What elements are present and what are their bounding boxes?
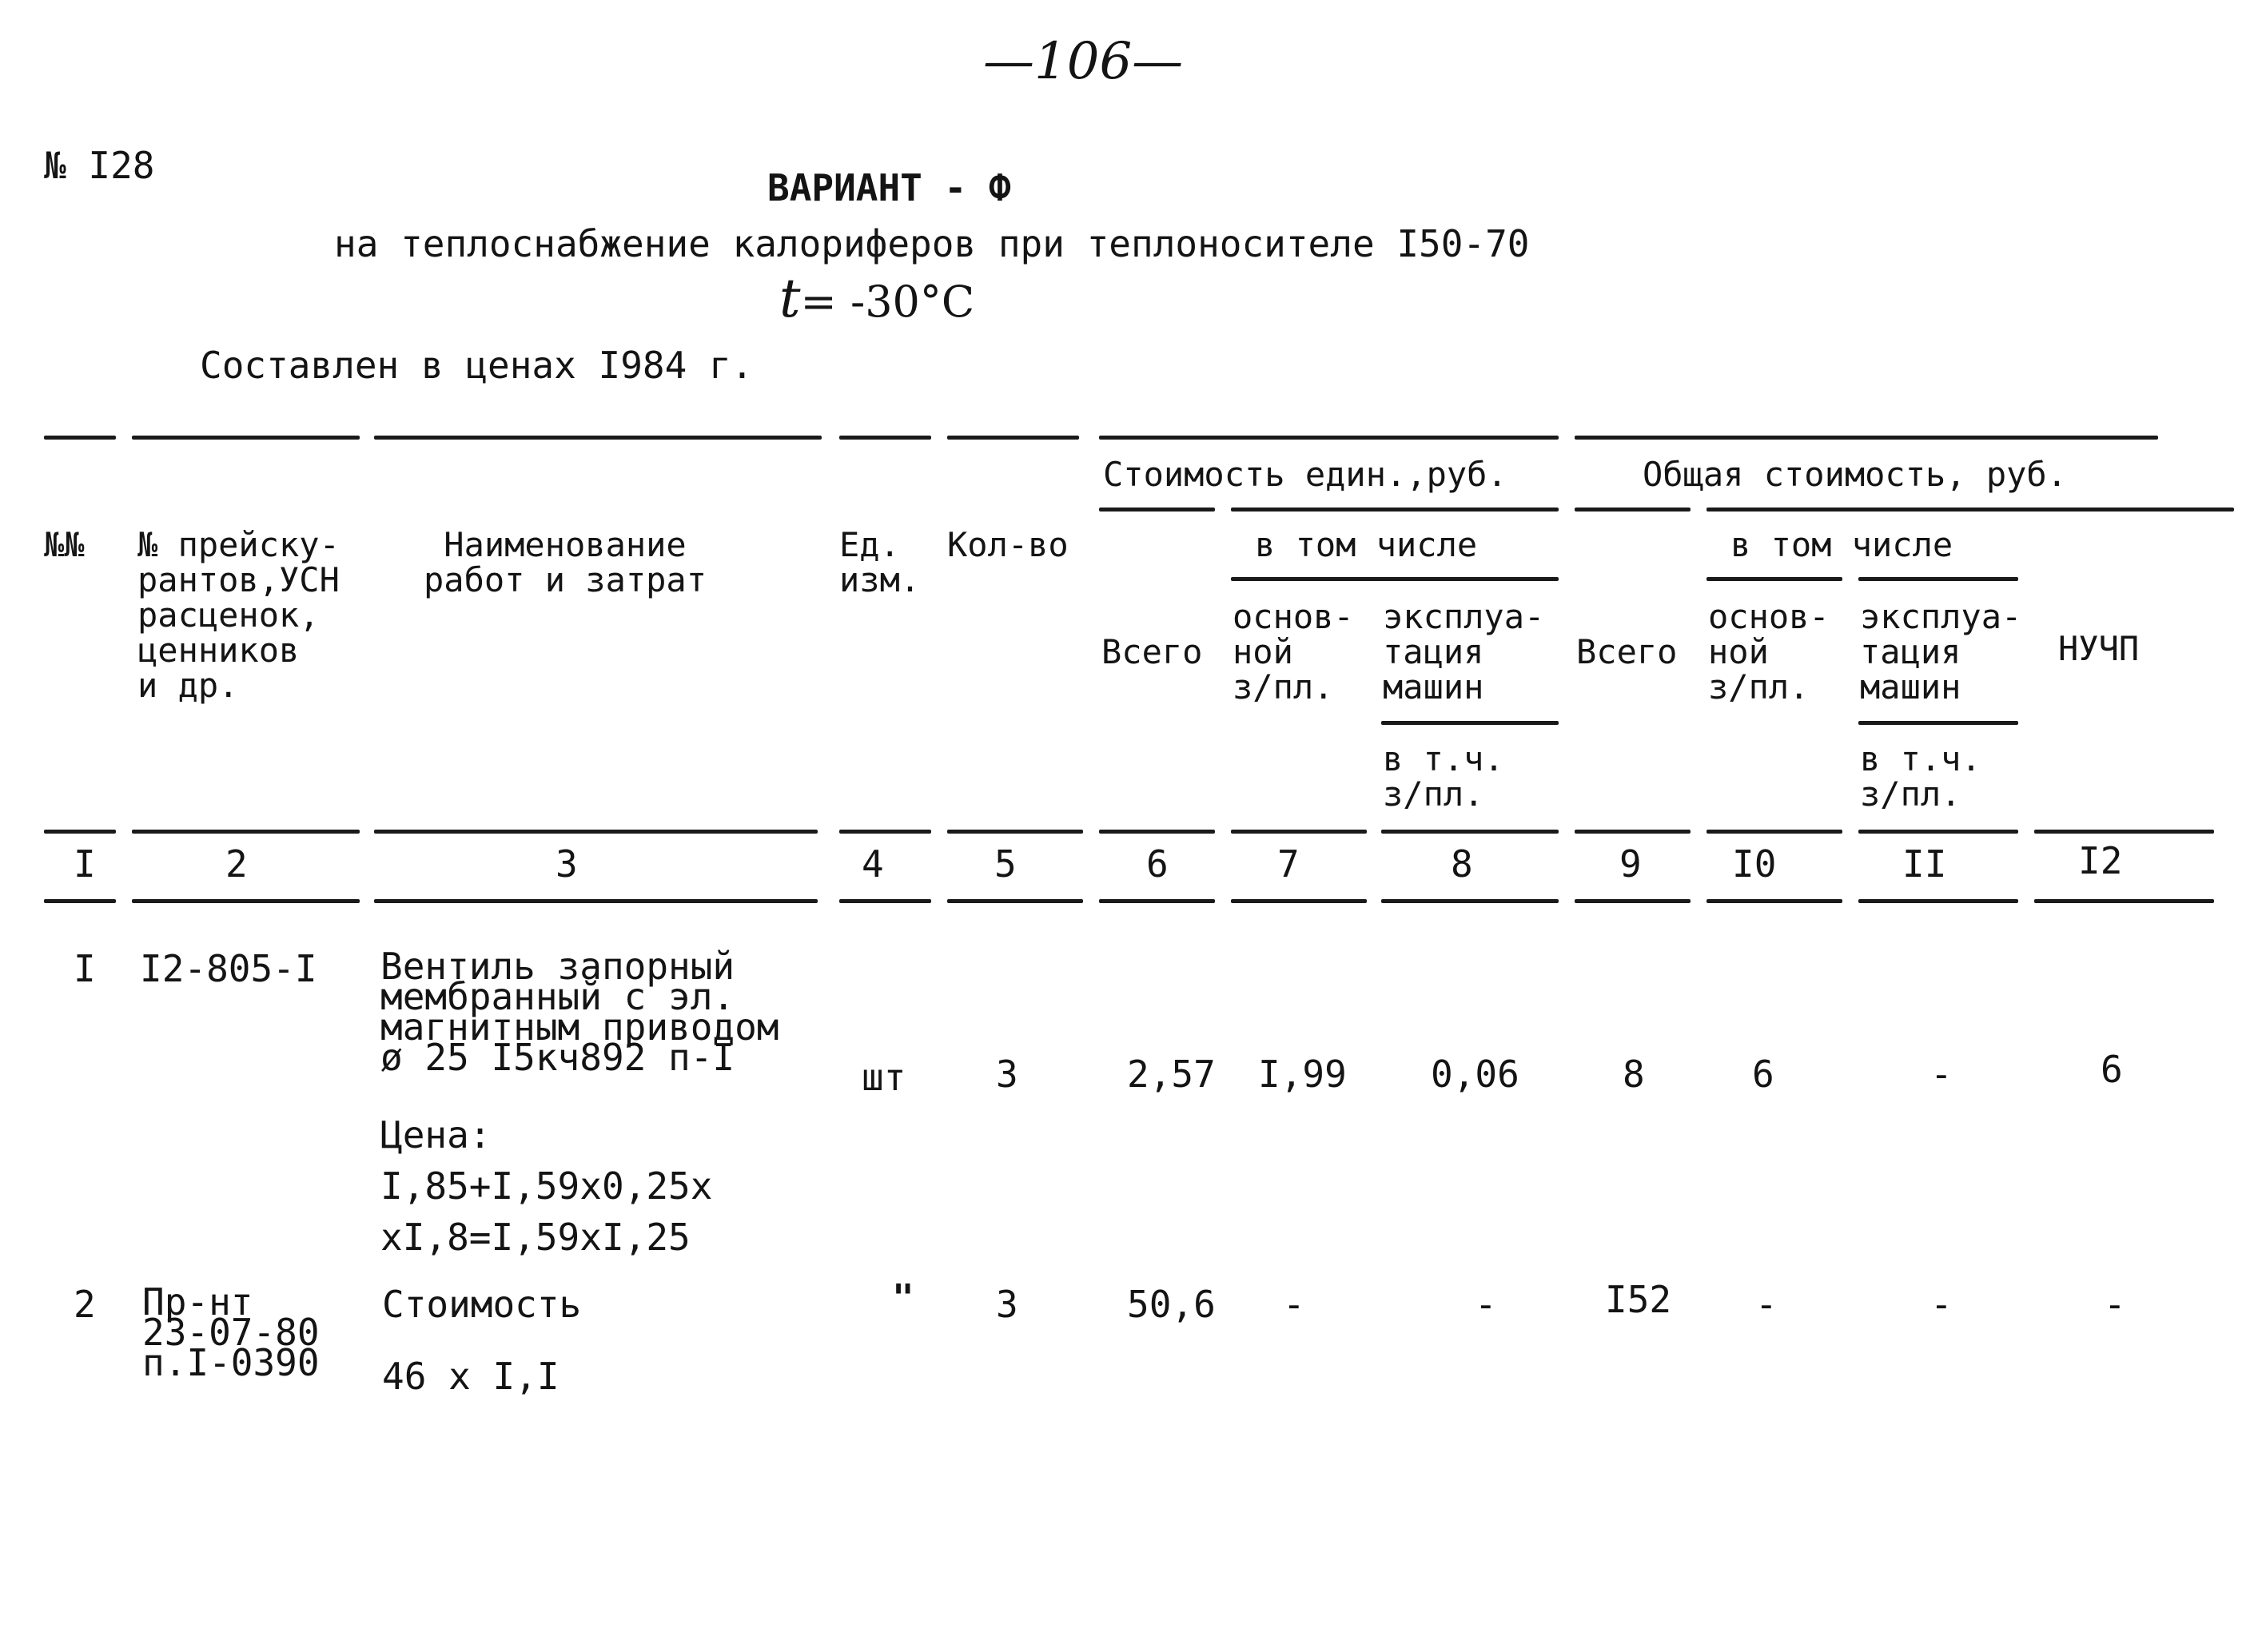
colnum-bottom-rule bbox=[1381, 899, 1559, 903]
row1-unit: шт bbox=[862, 1056, 906, 1099]
table-top-rule bbox=[374, 436, 822, 440]
header-col4: Ед. изм. bbox=[839, 525, 921, 599]
col-number: 3 bbox=[556, 842, 578, 886]
row2-name: Стоимость bbox=[382, 1283, 582, 1326]
row1-unit-total: 2,57 bbox=[1127, 1053, 1216, 1096]
incl-rule bbox=[1858, 577, 2018, 581]
header-col2: № прейску- рантов,УСН расценок, ценников и др. bbox=[137, 525, 340, 705]
header-bottom-rule bbox=[839, 830, 931, 834]
header-unit-cost: Стоимость един.,руб. bbox=[1103, 455, 1507, 494]
col-number: 9 bbox=[1619, 842, 1642, 886]
colnum-bottom-rule bbox=[1099, 899, 1215, 903]
row1-total: 8 bbox=[1623, 1053, 1645, 1096]
table-top-rule bbox=[947, 436, 1079, 440]
header-bottom-rule bbox=[44, 830, 116, 834]
header-col1: №№ bbox=[44, 525, 85, 564]
incl-rule bbox=[1706, 577, 1842, 581]
header-bottom-rule bbox=[1858, 830, 2018, 834]
incl-rule bbox=[1231, 577, 1559, 581]
header-bottom-rule bbox=[1231, 830, 1367, 834]
header-bottom-rule bbox=[1575, 830, 1691, 834]
header-nuchp: НУЧП bbox=[2058, 629, 2140, 668]
total-cost-group-rule bbox=[1575, 508, 1691, 512]
header-col5: Кол-во bbox=[947, 525, 1069, 564]
colnum-bottom-rule bbox=[2034, 899, 2214, 903]
row1-qty: 3 bbox=[996, 1053, 1018, 1096]
row2-nuchp: - bbox=[2104, 1283, 2126, 1326]
row2-unit-machine: - bbox=[1475, 1283, 1497, 1326]
unit-cost-group-rule bbox=[1099, 508, 1215, 512]
row1-unit-machine: 0,06 bbox=[1431, 1053, 1519, 1096]
col-number: I0 bbox=[1732, 842, 1777, 886]
col-number: I2 bbox=[2078, 839, 2123, 882]
header-total-base-wage: основ- ной з/пл. bbox=[1708, 597, 1830, 707]
col-number: 7 bbox=[1277, 842, 1300, 886]
total-cost-group-rule bbox=[1706, 508, 2234, 512]
colnum-bottom-rule bbox=[839, 899, 931, 903]
row2-price-calc: 46 x I,I bbox=[382, 1355, 560, 1398]
header-total-total: Всего bbox=[1576, 632, 1678, 671]
header-total-machine-wage: в т.ч. з/пл. bbox=[1860, 739, 1981, 814]
temperature-symbol: t bbox=[779, 268, 801, 329]
table-top-rule bbox=[44, 436, 116, 440]
document-number: № I28 bbox=[44, 144, 155, 187]
header-bottom-rule bbox=[1381, 830, 1559, 834]
table-top-rule bbox=[1575, 436, 2158, 440]
row1-total-wage: 6 bbox=[1752, 1053, 1774, 1096]
machine-sub-rule bbox=[1858, 721, 2018, 725]
row2-unit-wage: - bbox=[1283, 1283, 1305, 1326]
page-number: —106— bbox=[983, 32, 1184, 91]
col-number: I bbox=[74, 842, 96, 886]
header-incl-unit: в том числе bbox=[1255, 525, 1478, 564]
table-top-rule bbox=[132, 436, 360, 440]
price-basis-note: Составлен в ценах I984 г. bbox=[200, 344, 754, 387]
header-bottom-rule bbox=[132, 830, 360, 834]
temperature-label bbox=[779, 268, 974, 329]
header-incl-total: в том числе bbox=[1730, 525, 1953, 564]
col-number: 5 bbox=[994, 842, 1017, 886]
header-total-machine: эксплуа- тация машин bbox=[1860, 597, 2022, 707]
col-number: 2 bbox=[225, 842, 248, 886]
row1-name: Вентиль запорный мембранный с эл. магнитным приводом ø 25 I5кч892 п-I bbox=[380, 945, 779, 1079]
colnum-bottom-rule bbox=[1231, 899, 1367, 903]
header-unit-machine: эксплуа- тация машин bbox=[1383, 597, 1545, 707]
row2-total: I52 bbox=[1605, 1278, 1672, 1321]
header-bottom-rule bbox=[2034, 830, 2214, 834]
row2-qty: 3 bbox=[996, 1283, 1018, 1326]
col-number: 8 bbox=[1451, 842, 1473, 886]
machine-sub-rule bbox=[1381, 721, 1559, 725]
header-bottom-rule bbox=[1706, 830, 1842, 834]
header-bottom-rule bbox=[947, 830, 1083, 834]
document-subtitle: на теплоснабжение калориферов при теплоносителе I50-70 bbox=[334, 222, 1530, 265]
colnum-bottom-rule bbox=[947, 899, 1083, 903]
header-bottom-rule bbox=[1099, 830, 1215, 834]
col-number: 4 bbox=[862, 842, 884, 886]
header-total-cost: Общая стоимость, руб. bbox=[1643, 455, 2068, 494]
row2-total-machine: - bbox=[1930, 1283, 1953, 1326]
header-unit-total: Всего bbox=[1101, 632, 1203, 671]
header-col3: Наименование работ и затрат bbox=[424, 525, 707, 599]
col-number: II bbox=[1902, 842, 1947, 886]
header-bottom-rule bbox=[374, 830, 818, 834]
row2-unit-total: 50,6 bbox=[1127, 1283, 1216, 1326]
colnum-bottom-rule bbox=[132, 899, 360, 903]
header-unit-base-wage: основ- ной з/пл. bbox=[1233, 597, 1354, 707]
colnum-bottom-rule bbox=[1706, 899, 1842, 903]
col-number: 6 bbox=[1146, 842, 1169, 886]
unit-cost-group-rule bbox=[1231, 508, 1559, 512]
table-top-rule bbox=[839, 436, 931, 440]
colnum-bottom-rule bbox=[1858, 899, 2018, 903]
table-top-rule bbox=[1099, 436, 1559, 440]
row2-unit: " bbox=[892, 1276, 914, 1320]
colnum-bottom-rule bbox=[374, 899, 818, 903]
row2-num: 2 bbox=[74, 1283, 96, 1326]
row1-num: I bbox=[74, 947, 96, 990]
row2-total-wage: - bbox=[1755, 1283, 1778, 1326]
temperature-value: = -30°C bbox=[800, 277, 975, 327]
row2-ref: Пр-нт 23-07-80 п.I-0390 bbox=[142, 1280, 320, 1384]
colnum-bottom-rule bbox=[44, 899, 116, 903]
row1-unit-wage: I,99 bbox=[1258, 1053, 1347, 1096]
row1-total-machine: - bbox=[1930, 1053, 1953, 1096]
header-unit-machine-wage: в т.ч. з/пл. bbox=[1383, 739, 1504, 814]
document-title: ВАРИАНТ - Ф bbox=[767, 166, 1011, 209]
colnum-bottom-rule bbox=[1575, 899, 1691, 903]
row1-price-calc: Цена: I,85+I,59x0,25x xI,8=I,59xI,25 bbox=[380, 1113, 713, 1259]
row1-ref: I2-805-I bbox=[140, 947, 317, 990]
row1-nuchp: 6 bbox=[2101, 1048, 2123, 1091]
